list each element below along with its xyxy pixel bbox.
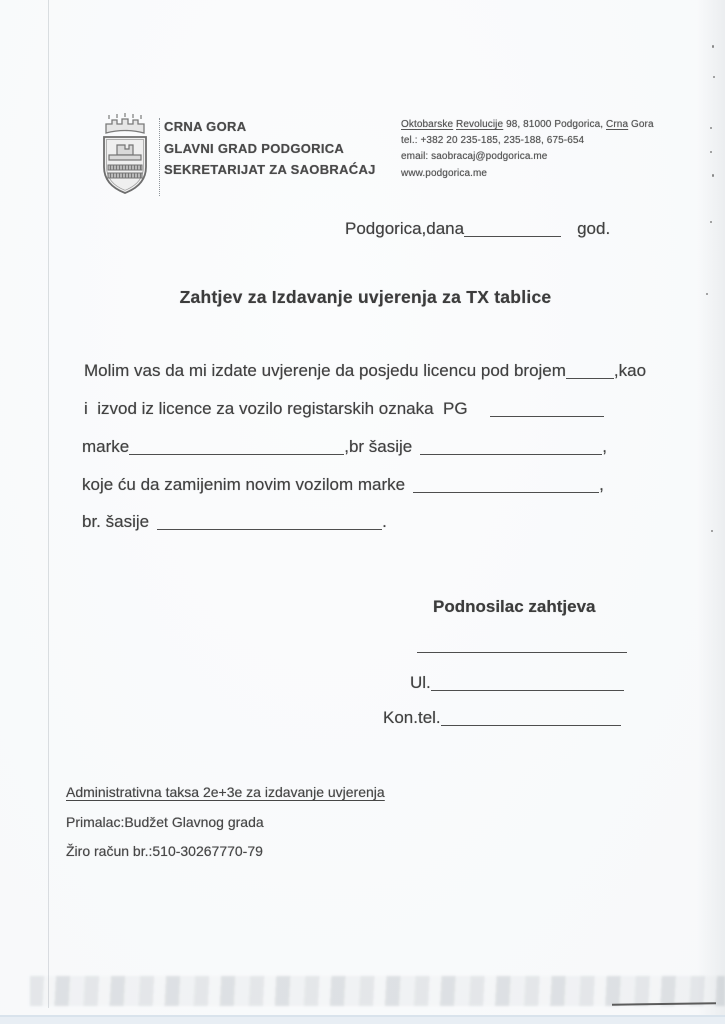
scan-bottom-strip [0, 1015, 725, 1024]
body-line-5: br. šasije . [82, 512, 387, 531]
org-department: SEKRETARIJAT ZA SAOBRAĆAJ [164, 162, 376, 177]
header-divider [159, 118, 160, 196]
scan-speck [711, 530, 713, 532]
scan-speck [712, 174, 714, 177]
scan-speck [710, 127, 712, 129]
bank-account-number: Žiro račun br.:510-30267770-79 [66, 843, 263, 859]
scan-speck [712, 45, 714, 48]
org-city: GLAVNI GRAD PODGORICA [164, 140, 345, 156]
contact-block [401, 117, 654, 182]
tax-note: Administrativna taksa 2e+3e za izdavanje uvjerenja [66, 784, 385, 800]
new-chassis-number-blank-field [157, 516, 382, 530]
chassis-number-blank-field [420, 441, 602, 455]
scan-speck [710, 221, 712, 223]
contact-phone: tel.: +382 20 235-185, 235-188, 675-654 [401, 135, 585, 147]
new-vehicle-make-blank-field [413, 479, 599, 493]
scan-fold-line [48, 0, 49, 1008]
phone-blank-field [441, 712, 621, 726]
plate-number-blank-field [490, 403, 604, 417]
date-blank-field [464, 223, 561, 237]
org-country: CRNA GORA [164, 119, 247, 134]
license-number-blank-field [566, 365, 614, 379]
coat-of-arms-icon [94, 112, 156, 200]
date-line: Podgorica,dana god. [345, 219, 611, 238]
org-block [164, 116, 376, 181]
signature-blank-field [417, 639, 627, 653]
signature-line-row [417, 635, 627, 655]
payment-recipient: Primalac:Budžet Glavnog grada [66, 814, 264, 830]
contact-website: www.podgorica.me [401, 167, 488, 179]
contact-address: Oktobarske Revolucije 98, 81000 Podgorica, Crna Gora [401, 119, 654, 130]
scan-edge-shading [697, 0, 725, 1024]
form-title: Zahtjev za Izdavanje uvjerenja za TX tablice [179, 287, 552, 307]
contact-phone-row: Kon.tel. [383, 708, 621, 728]
vehicle-make-blank-field [129, 441, 344, 455]
signature-heading: Podnosilac zahtjeva [433, 597, 596, 616]
body-line-3: marke ,br šasije , [82, 437, 607, 456]
scan-speck [713, 76, 715, 78]
street-blank-field [431, 677, 624, 691]
street-row: Ul. [410, 673, 624, 693]
body-line-2: i izvod iz licence za vozilo registarskih oznaka PG [84, 399, 604, 419]
scan-bottom-band [30, 976, 725, 1006]
contact-email: email: saobracaj@podgorica.me [401, 151, 548, 163]
scan-speck [710, 151, 712, 153]
body-line-1: Molim vas da mi izdate uvjerenje da posjedu licencu pod brojem ,kao [84, 361, 647, 380]
body-line-4: koje ću da zamijenim novim vozilom marke , [82, 475, 604, 494]
